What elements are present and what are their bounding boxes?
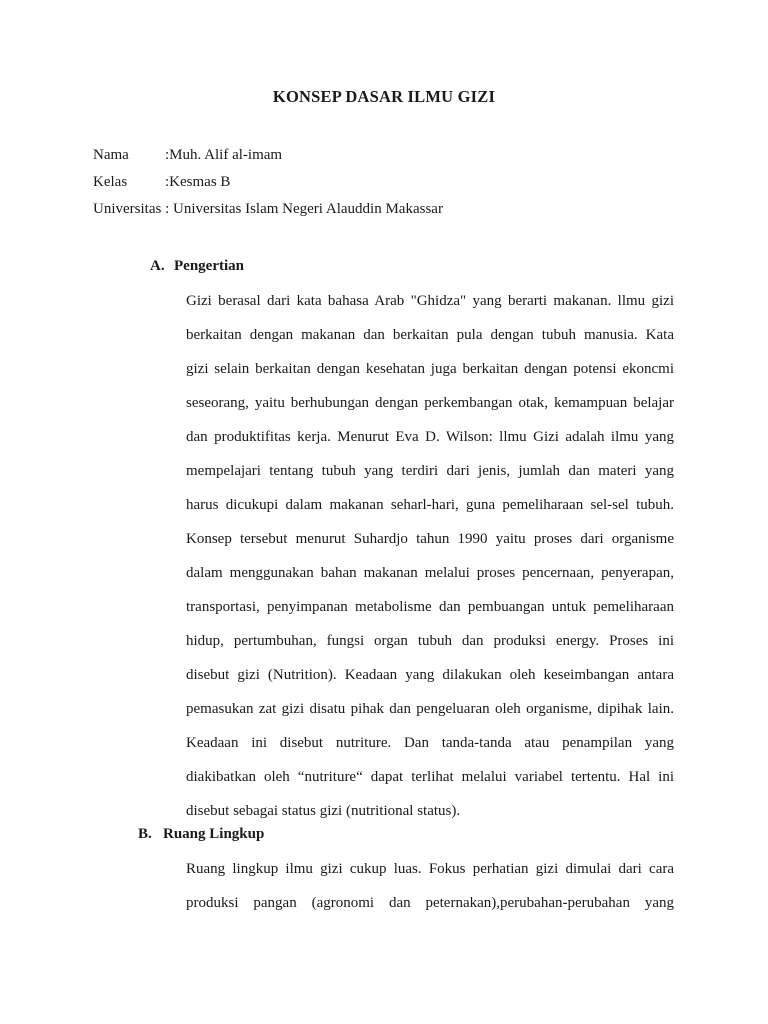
student-info [93, 142, 443, 223]
paragraph-line: pemasukan zat gizi disatu pihak dan pengeluaran oleh organisme, dipihak lain. [186, 701, 674, 717]
paragraph-line: transportasi, penyimpanan metabolisme dan pembuangan untuk pemeliharaan [186, 599, 674, 615]
paragraph-line: Keadaan ini disebut nutriture. Dan tanda-tanda atau penampilan yang [186, 735, 674, 751]
paragraph-line: Ruang lingkup ilmu gizi cukup luas. Fokus perhatian gizi dimulai dari cara [186, 861, 674, 877]
section-heading-ruang-lingkup [138, 826, 264, 843]
document-title: KONSEP DASAR ILMU GIZI [272, 87, 496, 106]
paragraph-line: seseorang, yaitu berhubungan dengan perkembangan otak, kemampuan belajar [186, 395, 674, 411]
info-separator: : [161, 201, 173, 217]
paragraph-line: Gizi berasal dari kata bahasa Arab "Ghidza" yang berarti makanan. llmu gizi [186, 293, 674, 309]
paragraph-line: berkaitan dengan makanan dan berkaitan pula dengan tubuh manusia. Kata [186, 327, 674, 343]
paragraph-line: disebut gizi (Nutrition). Keadaan yang dilakukan oleh keseimbangan antara [186, 667, 674, 683]
paragraph-line: harus dicukupi dalam makanan seharl-hari, guna pemeliharaan sel-sel tubuh. [186, 497, 674, 513]
paragraph-line: mempelajari tentang tubuh yang terdiri dari jenis, jumlah dan materi yang [186, 463, 674, 479]
info-value: Muh. Alif al-imam [169, 147, 283, 163]
section-paragraph-pengertian [186, 284, 674, 828]
section-title: Pengertian [174, 258, 244, 274]
section-paragraph-ruang-lingkup [186, 852, 674, 920]
paragraph-line: produksi pangan (agronomi dan peternakan),perubahan-perubahan yang [186, 895, 674, 911]
section-letter: B. [138, 826, 152, 842]
paragraph-line: dalam menggunakan bahan makanan melalui proses pencernaan, penyerapan, [186, 565, 674, 581]
info-row-nama [93, 142, 443, 169]
info-separator: : [165, 174, 170, 190]
paragraph-line: dan produktifitas kerja. Menurut Eva D. Wilson: llmu Gizi adalah ilmu yang [186, 429, 674, 445]
info-row-universitas [93, 196, 443, 223]
paragraph-line: Konsep tersebut menurut Suhardjo tahun 1990 yaitu proses dari organisme [186, 531, 674, 547]
info-separator: : [165, 147, 170, 163]
section-letter: A. [150, 258, 165, 274]
info-label: Universitas [93, 201, 162, 217]
paragraph-line: gizi selain berkaitan dengan kesehatan juga berkaitan dengan potensi ekoncmi [186, 361, 674, 377]
info-value: Universitas Islam Negeri Alauddin Makassar [173, 201, 443, 217]
paragraph-line: hidup, pertumbuhan, fungsi organ tubuh dan produksi energy. Proses ini [186, 633, 674, 649]
paragraph-line: diakibatkan oleh “nutriture“ dapat terlihat melalui variabel tertentu. Hal ini [186, 769, 674, 785]
paragraph-line: disebut sebagai status gizi (nutritional status). [186, 803, 461, 819]
info-label: Kelas [93, 174, 128, 190]
info-value: Kesmas B [169, 174, 231, 190]
section-heading-pengertian [150, 258, 244, 275]
section-title: Ruang Lingkup [163, 826, 265, 842]
info-label: Nama [93, 147, 129, 163]
info-row-kelas [93, 169, 443, 196]
